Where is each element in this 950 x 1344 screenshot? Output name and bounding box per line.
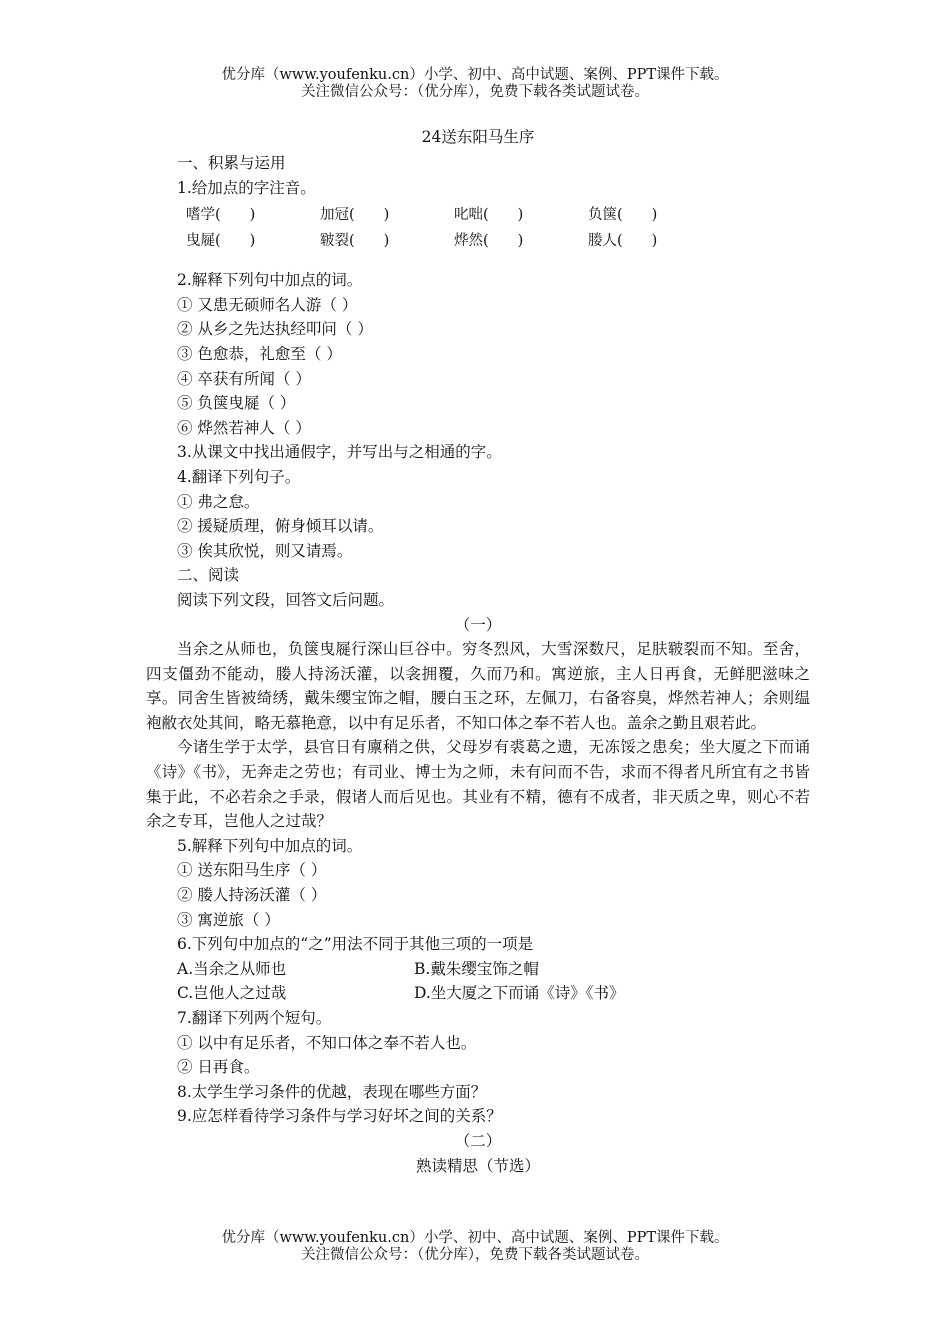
q7-item: ② 日再食。 xyxy=(177,1058,260,1077)
q6-options-row xyxy=(146,981,810,1006)
question-3: 3.从课文中找出通假字，并写出与之相通的字。 xyxy=(177,443,502,462)
footer-line-1: 优分库（www.youfenku.cn）小学、初中、高中试题、案例、PPT课件下载。 xyxy=(221,1230,729,1246)
section-heading-1: 一、积累与运用 xyxy=(177,154,286,172)
part-label-2: （二） xyxy=(454,1131,502,1150)
q4-item: ② 援疑质理，俯身倾耳以请。 xyxy=(177,517,384,536)
pinyin-item: 嗜学( ) xyxy=(186,207,256,224)
question-4: 4.翻译下列句子。 xyxy=(177,467,301,486)
page-title: 24送东阳马生序 xyxy=(421,128,535,146)
pinyin-item: 烨然( ) xyxy=(454,233,524,250)
q4-item: ① 弗之怠。 xyxy=(177,492,260,511)
q2-item: ⑤ 负箧曳屣（ ） xyxy=(177,394,296,413)
question-5: 5.解释下列句中加点的词。 xyxy=(177,836,363,855)
question-1: 1.给加点的字注音。 xyxy=(177,178,316,197)
q5-item: ① 送东阳马生序（ ） xyxy=(177,861,327,880)
pinyin-grid xyxy=(146,200,810,254)
q2-item: ④ 卒获有所闻（ ） xyxy=(177,369,311,388)
q6-option-d: D.坐大厦之下而诵《诗》《书》 xyxy=(414,984,625,1003)
pinyin-item: 负箧( ) xyxy=(588,207,658,224)
q2-item: ⑥ 烨然若神人（ ） xyxy=(177,418,311,437)
pinyin-item: 皲裂( ) xyxy=(320,233,390,250)
q2-item: ③ 色愈恭，礼愈至（ ） xyxy=(177,344,342,363)
question-2: 2.解释下列句中加点的词。 xyxy=(177,271,363,290)
footer-line-2: 关注微信公众号：（优分库），免费下载各类试题试卷。 xyxy=(301,1247,649,1263)
q5-item: ③ 寓逆旅（ ） xyxy=(177,910,280,929)
q6-option-b: B.戴朱缨宝饰之帽 xyxy=(414,959,539,978)
header-line-1: 优分库（www.youfenku.cn）小学、初中、高中试题、案例、PPT课件下载。 xyxy=(221,67,729,83)
page-footer xyxy=(0,1230,950,1264)
pinyin-row xyxy=(146,228,810,254)
passage-paragraph-2: 今诸生学于太学，县官日有廪稍之供，父母岁有裘葛之遗，无冻馁之患矣；坐大厦之下而诵《诗》《书》，无奔走之劳也；有司业、博士为之师，未有问而不告，求而不得者凡所宜有之书皆集于此，不必若余之手录，假诸人而后见也。其业有不精，德有不成者，非天质之卑，则心不若余之专耳，岂他人之过哉？ xyxy=(146,738,810,831)
pinyin-item: 曳屣( ) xyxy=(186,233,256,250)
section-heading-2: 二、阅读 xyxy=(177,566,240,585)
question-6: 6.下列句中加点的“之”用法不同于其他三项的一项是 xyxy=(177,935,534,954)
q6-options-row xyxy=(146,957,810,982)
q6-option-c: C.岂他人之过哉 xyxy=(177,984,287,1003)
part-2-title: 熟读精思（节选） xyxy=(415,1156,540,1175)
page-header xyxy=(0,67,950,101)
header-line-2: 关注微信公众号：（优分库），免费下载各类试题试卷。 xyxy=(301,84,649,100)
q6-option-a: A.当余之从师也 xyxy=(177,959,287,978)
q7-item: ① 以中有足乐者，不知口体之奉不若人也。 xyxy=(177,1033,477,1052)
question-7: 7.翻译下列两个短句。 xyxy=(177,1009,332,1027)
pinyin-item: 叱咄( ) xyxy=(454,207,524,224)
pinyin-item: 媵人( ) xyxy=(588,233,658,250)
passage-paragraph-1: 当余之从师也，负箧曳屣行深山巨谷中。穷冬烈风，大雪深数尺，足肤皲裂而不知。至舍，四支僵劲不能动，媵人持汤沃灌，以衾拥覆，久而乃和。寓逆旅，主人日再食，无鲜肥滋味之享。同舍生皆被绮绣，戴朱缨宝饰之帽，腰白玉之环，左佩刀，右备容臭，烨然若神人；余则缊袍敝衣处其间，略无慕艳意，以中有足乐者，不知口体之奉不若人也。盖余之勤且艰若此。 xyxy=(146,640,810,732)
pinyin-item: 加冠( ) xyxy=(320,207,390,224)
question-8: 8.太学生学习条件的优越，表现在哪些方面？ xyxy=(177,1082,487,1101)
q5-item: ② 媵人持汤沃灌（ ） xyxy=(177,886,327,905)
q2-item: ② 从乡之先达执经叩问（ ） xyxy=(177,320,373,339)
pinyin-row xyxy=(146,202,810,228)
part-label-1: （一） xyxy=(454,615,502,634)
document-body xyxy=(146,123,810,1178)
q2-item: ① 又患无硕师名人游（ ） xyxy=(177,295,358,314)
question-9: 9.应怎样看待学习条件与学习好坏之间的关系？ xyxy=(177,1107,502,1126)
q4-item: ③ 俟其欣悦，则又请焉。 xyxy=(177,541,353,560)
reading-intro: 阅读下列文段，回答文后问题。 xyxy=(177,590,395,609)
